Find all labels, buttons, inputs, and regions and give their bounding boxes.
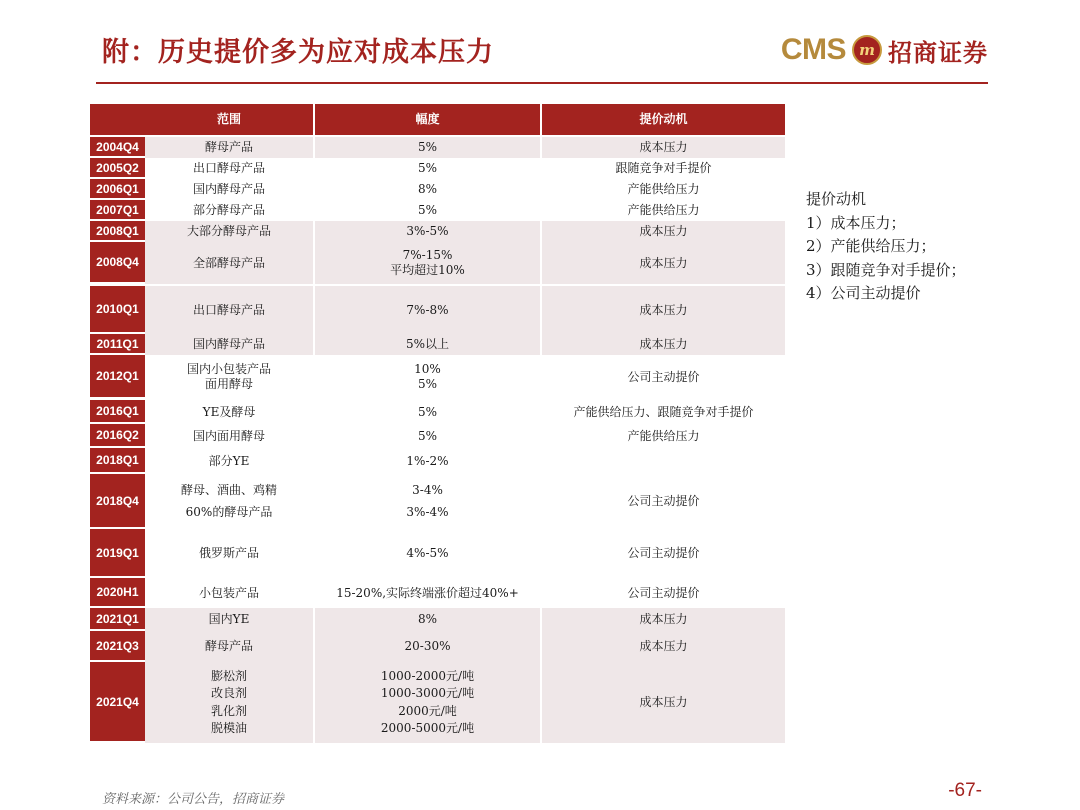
range-cell-line: 5% (417, 161, 438, 175)
scope-cell-line: 国内YE (208, 612, 250, 626)
notes-title: 提价动机 (806, 190, 867, 208)
motive-cell-line: 产能供给压力、跟随竞争对手提价 (573, 404, 754, 419)
column-header-motive: 提价动机 (542, 104, 787, 135)
title-divider (96, 82, 988, 84)
header-period-cell (90, 104, 145, 135)
motive-cell (542, 608, 787, 631)
range-cell-line: 5% (417, 428, 438, 443)
scope-cell-line: 全部酵母产品 (192, 255, 265, 270)
motive-cell (542, 334, 787, 355)
scope-cell-line: 部分YE (208, 453, 250, 468)
range-cell-line: 1000-2000元/吨 (380, 669, 475, 684)
motive-cell-line: 跟随竞争对手提价 (615, 161, 712, 175)
motive-notes (806, 188, 966, 306)
notes-item: 1）成本压力； (806, 213, 906, 232)
motive-cell (542, 529, 787, 578)
range-cell-line: 5%以上 (405, 337, 450, 351)
table-row (90, 286, 787, 334)
scope-cell (145, 179, 315, 200)
period-cell: 2005Q2 (90, 158, 145, 179)
scope-cell (145, 221, 315, 242)
scope-cell (145, 662, 315, 743)
logo-cms-text: CMS (780, 33, 846, 66)
range-cell-line: 平均超过10% (390, 263, 465, 277)
period-cell: 2021Q1 (90, 608, 145, 631)
motive-cell-line: 成本压力 (639, 695, 688, 709)
range-cell-line: 5% (417, 140, 438, 154)
motive-cell-line: 成本压力 (639, 337, 688, 351)
range-cell (315, 355, 542, 399)
range-cell-line: 2000元/吨 (398, 703, 457, 718)
table-row (90, 608, 787, 631)
scope-cell-line: 酵母产品 (204, 639, 253, 653)
scope-cell (145, 424, 315, 448)
notes-item: 2）产能供给压力； (806, 237, 936, 255)
range-cell-line: 2000-5000元/吨 (380, 720, 475, 735)
table-row (90, 529, 787, 578)
range-cell-line: 10% (414, 362, 441, 376)
page-number: -67- (948, 780, 982, 801)
scope-cell-line: 脱模油 (210, 720, 247, 735)
scope-cell-line: 小包装产品 (198, 585, 259, 600)
page-title: 附：历史提价多为应对成本压力 (102, 37, 494, 68)
table-row (90, 158, 787, 179)
scope-cell-line: 国内面用酵母 (192, 428, 265, 443)
motive-cell-line: 成本压力 (639, 255, 688, 270)
scope-cell-line: 国内小包装产品 (186, 362, 271, 376)
range-cell-line: 1000-3000元/吨 (380, 686, 475, 701)
range-cell-line: 3%-4% (406, 504, 449, 519)
motive-cell-line: 公司主动提价 (627, 546, 700, 560)
company-logo (781, 30, 988, 70)
motive-cell-line: 产能供给压力 (627, 428, 700, 443)
period-cell: 2004Q4 (90, 137, 145, 158)
scope-cell (145, 200, 315, 221)
range-cell-line: 5% (417, 404, 438, 419)
range-cell (315, 474, 542, 529)
scope-cell-line: YE及酵母 (202, 404, 256, 419)
period-cell: 2018Q4 (90, 474, 145, 529)
scope-cell (145, 158, 315, 179)
logo-brand-text: 招商证券 (888, 37, 988, 67)
motive-cell-line: 成本压力 (639, 140, 688, 154)
range-cell (315, 608, 542, 631)
motive-cell (542, 200, 787, 221)
table-row (90, 334, 787, 355)
scope-cell-line: 国内酵母产品 (192, 182, 265, 196)
range-cell-line: 5% (417, 203, 438, 217)
scope-cell (145, 578, 315, 608)
scope-cell (145, 334, 315, 355)
motive-cell-line: 公司主动提价 (627, 494, 700, 508)
scope-cell (145, 242, 315, 284)
scope-cell-line: 部分酵母产品 (192, 203, 265, 217)
range-cell (315, 529, 542, 578)
motive-cell-line: 成本压力 (639, 224, 688, 238)
scope-cell (145, 355, 315, 399)
period-cell: 2021Q3 (90, 631, 145, 662)
range-cell (315, 179, 542, 200)
motive-cell-line: 产能供给压力 (627, 182, 700, 196)
range-cell-line: 3%-5% (406, 224, 449, 238)
range-cell (315, 334, 542, 355)
period-cell: 2010Q1 (90, 286, 145, 334)
table-row (90, 578, 787, 608)
table-row (90, 137, 787, 158)
table-row (90, 355, 787, 399)
range-cell (315, 400, 542, 424)
motive-cell (542, 221, 787, 242)
motive-cell (542, 242, 787, 284)
range-cell (315, 200, 542, 221)
table-row (90, 448, 787, 474)
range-cell (315, 448, 542, 474)
scope-cell-line: 酵母、酒曲、鸡精 (180, 483, 277, 498)
motive-cell-line: 公司主动提价 (627, 369, 700, 384)
motive-cell (542, 578, 787, 608)
scope-cell-line: 乳化剂 (210, 703, 247, 718)
period-cell: 2007Q1 (90, 200, 145, 221)
scope-cell-line: 出口酵母产品 (192, 161, 265, 175)
range-cell-line: 5% (417, 377, 438, 391)
column-header-scope: 范围 (145, 104, 315, 135)
range-cell (315, 578, 542, 608)
motive-cell (542, 179, 787, 200)
motive-cell-line: 成本压力 (639, 302, 688, 317)
scope-cell (145, 529, 315, 578)
motive-cell-line: 产能供给压力 (627, 203, 700, 217)
scope-cell (145, 400, 315, 424)
notes-item: 4）公司主动提价 (806, 284, 921, 302)
range-cell (315, 221, 542, 242)
scope-cell-line: 俄罗斯产品 (198, 546, 259, 560)
period-cell: 2012Q1 (90, 355, 145, 399)
period-cell: 2020H1 (90, 578, 145, 608)
scope-cell-line: 膨松剂 (210, 669, 247, 684)
scope-cell (145, 448, 315, 474)
scope-cell-line: 出口酵母产品 (192, 302, 265, 317)
motive-cell (542, 137, 787, 158)
range-cell (315, 662, 542, 743)
range-cell-line: 8% (417, 182, 438, 196)
period-cell: 2011Q1 (90, 334, 145, 355)
source-note: 资料来源：公司公告，招商证券 (102, 792, 285, 807)
table-row (90, 221, 787, 242)
range-cell-line: 1%-2% (406, 453, 449, 468)
range-cell-line: 7%-15% (402, 248, 453, 262)
range-cell (315, 286, 542, 334)
motive-cell (542, 448, 787, 474)
scope-cell (145, 137, 315, 158)
table-row (90, 400, 787, 424)
table-row (90, 242, 787, 284)
motive-cell (542, 662, 787, 743)
scope-cell-line: 60%的酵母产品 (185, 504, 273, 519)
scope-cell (145, 631, 315, 662)
range-cell-line: 3-4% (412, 483, 443, 498)
notes-item: 3）跟随竞争对手提价； (806, 260, 966, 279)
motive-cell (542, 424, 787, 448)
table-row (90, 662, 787, 743)
column-header-range: 幅度 (315, 104, 542, 135)
scope-cell-line: 国内酵母产品 (192, 337, 265, 351)
range-cell-line: 4%-5% (406, 546, 449, 560)
motive-cell (542, 355, 787, 399)
range-cell-line: 15-20%,实际终端涨价超过40%+ (336, 585, 519, 600)
motive-cell (542, 400, 787, 424)
motive-cell-line: 成本压力 (639, 612, 688, 626)
scope-cell (145, 474, 315, 529)
range-cell (315, 242, 542, 284)
range-cell (315, 158, 542, 179)
price-increase-table (90, 104, 787, 810)
range-cell (315, 631, 542, 662)
table-row (90, 631, 787, 662)
table-row (90, 474, 787, 529)
scope-cell-line: 面用酵母 (204, 377, 253, 391)
table-row (90, 179, 787, 200)
motive-cell (542, 631, 787, 662)
range-cell (315, 137, 542, 158)
range-cell-line: 20-30% (404, 639, 451, 653)
range-cell (315, 424, 542, 448)
motive-cell (542, 474, 787, 529)
period-cell: 2006Q1 (90, 179, 145, 200)
period-cell: 2008Q4 (90, 242, 145, 284)
period-cell: 2021Q4 (90, 662, 145, 743)
range-cell-line: 8% (417, 612, 438, 626)
motive-cell (542, 286, 787, 334)
motive-cell (542, 158, 787, 179)
period-cell: 2008Q1 (90, 221, 145, 242)
scope-cell (145, 286, 315, 334)
logo-emblem-icon: m (852, 35, 882, 65)
range-cell-line: 7%-8% (406, 302, 449, 317)
table-row (90, 200, 787, 221)
scope-cell-line: 改良剂 (210, 686, 247, 701)
motive-cell-line: 公司主动提价 (627, 585, 700, 600)
scope-cell (145, 608, 315, 631)
motive-cell-line: 成本压力 (639, 639, 688, 653)
table-header-row (90, 104, 787, 135)
scope-cell-line: 酵母产品 (204, 140, 253, 154)
period-cell: 2016Q1 (90, 400, 145, 424)
scope-cell-line: 大部分酵母产品 (186, 224, 271, 238)
period-cell: 2016Q2 (90, 424, 145, 448)
period-cell: 2019Q1 (90, 529, 145, 578)
period-cell: 2018Q1 (90, 448, 145, 474)
table-row (90, 424, 787, 448)
